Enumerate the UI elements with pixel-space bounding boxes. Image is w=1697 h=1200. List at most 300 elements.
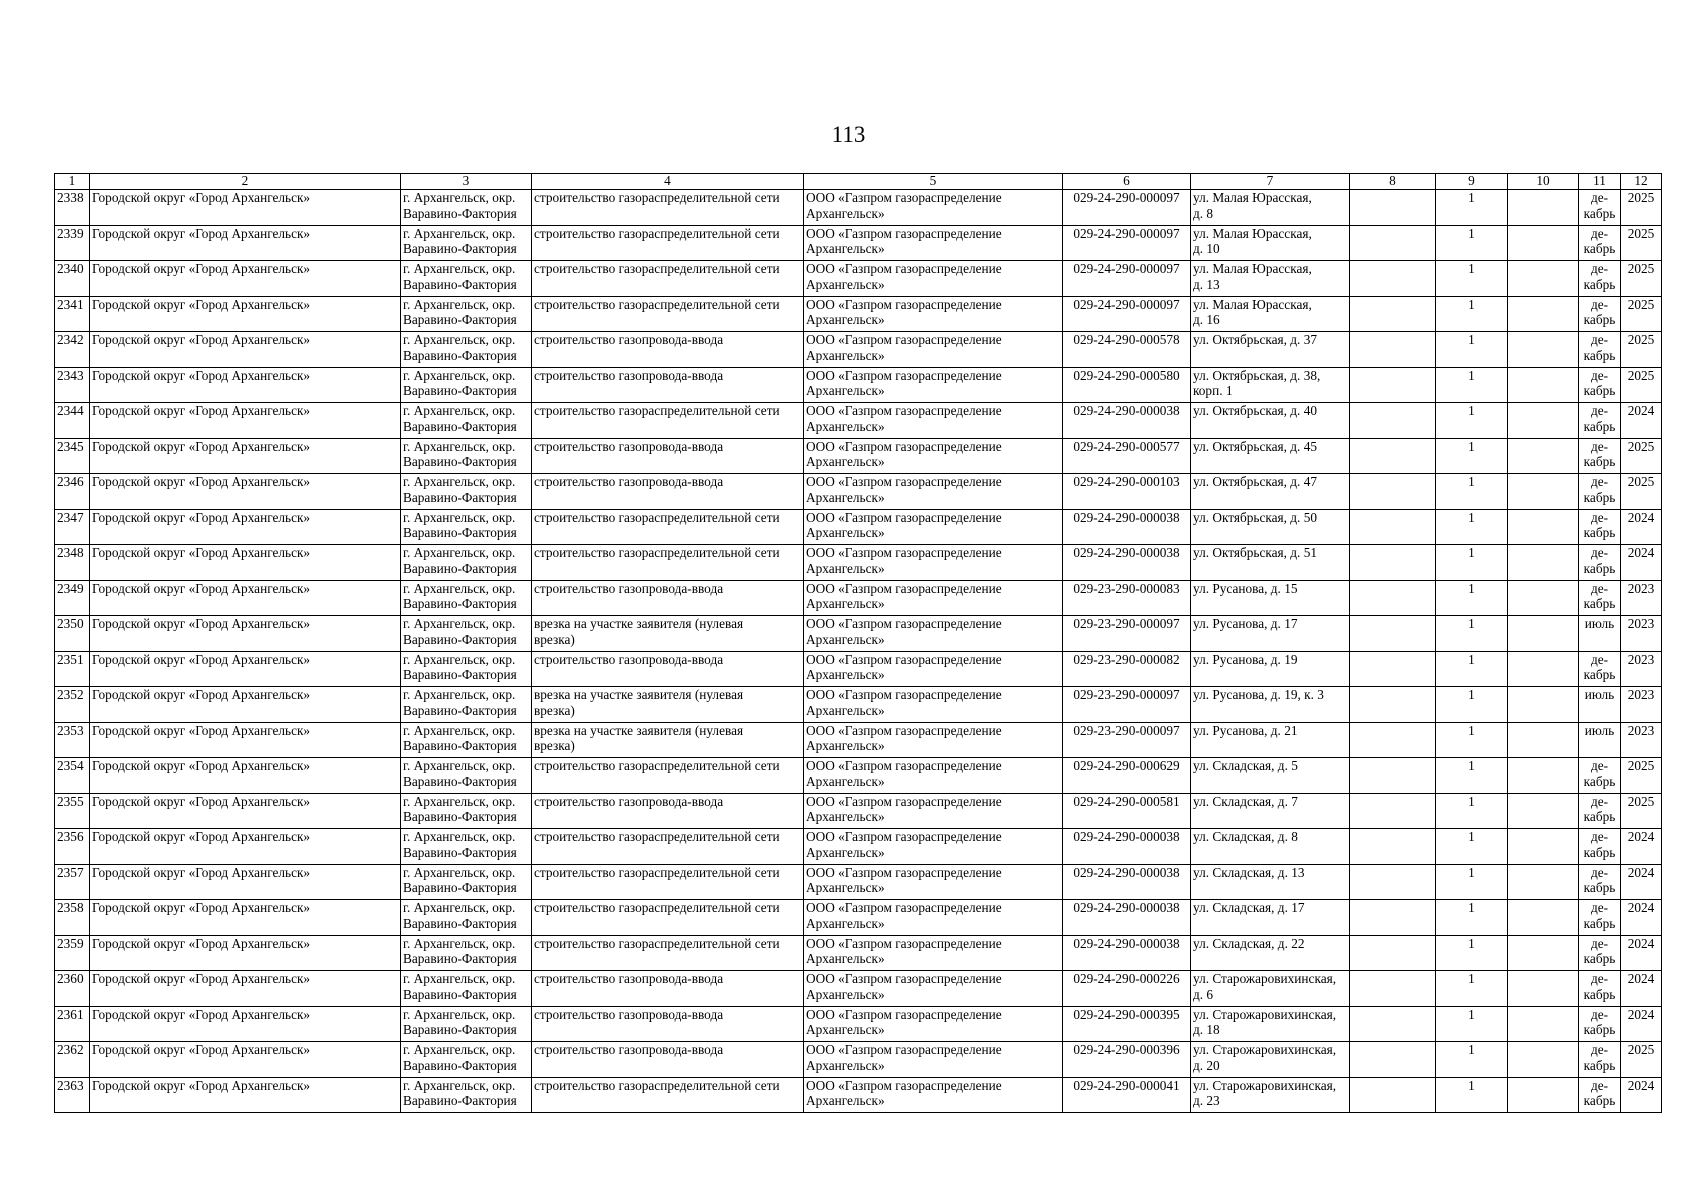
column-8-cell	[1350, 225, 1436, 261]
operator-cell	[804, 935, 1063, 971]
table-row	[55, 367, 1662, 403]
locality-cell	[401, 474, 532, 510]
operator-cell-line: ООО «Газпром газораспределение	[806, 722, 1002, 738]
count-cell: 1	[1436, 545, 1508, 581]
operator-cell-line: Архангельск»	[806, 844, 885, 860]
object-code-cell: 029-24-290-000038	[1063, 900, 1191, 936]
count-cell: 1	[1436, 580, 1508, 616]
month-cell	[1579, 367, 1621, 403]
locality-cell	[401, 438, 532, 474]
table-row	[55, 651, 1662, 687]
locality-cell-line: Варавино-Фактория	[403, 205, 517, 221]
month-cell-line: де-	[1590, 509, 1609, 525]
count-cell: 1	[1436, 651, 1508, 687]
month-cell	[1579, 900, 1621, 936]
column-header: 2	[90, 174, 401, 190]
address-cell-line: д. 18	[1193, 1022, 1220, 1037]
operator-cell-line: Архангельск»	[806, 560, 885, 576]
operator-cell-line: ООО «Газпром газораспределение	[806, 651, 1002, 667]
locality-cell	[401, 190, 532, 226]
work-type-cell-line: строительство газопровода-ввода	[534, 367, 724, 383]
locality-cell-line: г. Архангельск, окр.	[403, 296, 516, 312]
month-cell-line: де-	[1590, 367, 1609, 383]
table-row	[55, 225, 1662, 261]
address-cell	[1191, 545, 1350, 581]
operator-cell	[804, 758, 1063, 794]
operator-cell-line: ООО «Газпром газораспределение	[806, 403, 1002, 418]
operator-cell-line: ООО «Газпром газораспределение	[806, 296, 1002, 312]
locality-cell	[401, 864, 532, 900]
row-number-cell: 2361	[55, 1006, 90, 1042]
count-cell: 1	[1436, 722, 1508, 758]
work-type-cell-line: строительство газопровода-ввода	[534, 1042, 724, 1057]
operator-cell	[804, 261, 1063, 297]
month-cell-line: де-	[1590, 332, 1609, 347]
locality-cell-line: г. Архангельск, окр.	[403, 509, 516, 525]
address-cell-line: ул. Октябрьская, д. 37	[1193, 332, 1318, 347]
work-type-cell	[532, 793, 804, 829]
column-8-cell	[1350, 474, 1436, 510]
table-row	[55, 509, 1662, 545]
count-cell: 1	[1436, 616, 1508, 652]
column-10-cell	[1508, 474, 1579, 510]
object-code-cell: 029-23-290-000097	[1063, 687, 1191, 723]
locality-cell-line: г. Архангельск, окр.	[403, 261, 516, 276]
locality-cell	[401, 900, 532, 936]
operator-cell-line: ООО «Газпром газораспределение	[806, 900, 1002, 915]
locality-cell	[401, 296, 532, 332]
year-cell: 2023	[1621, 580, 1662, 616]
column-8-cell	[1350, 438, 1436, 474]
locality-cell-line: г. Архангельск, окр.	[403, 190, 516, 205]
month-cell-line: кабрь	[1583, 525, 1616, 540]
operator-cell	[804, 509, 1063, 545]
column-10-cell	[1508, 616, 1579, 652]
object-code-cell: 029-24-290-000577	[1063, 438, 1191, 474]
address-cell-line: корп. 1	[1193, 383, 1233, 398]
work-type-cell-line: строительство газопровода-ввода	[534, 332, 724, 347]
month-cell-line: кабрь	[1583, 347, 1616, 363]
work-type-cell	[532, 1042, 804, 1078]
address-cell	[1191, 474, 1350, 510]
work-type-cell-line: строительство газораспределительной сети	[534, 1077, 780, 1093]
object-code-cell: 029-24-290-000038	[1063, 509, 1191, 545]
month-cell-line: де-	[1590, 190, 1609, 205]
work-type-cell	[532, 722, 804, 758]
year-cell: 2024	[1621, 935, 1662, 971]
address-cell-line: ул. Складская, д. 17	[1193, 900, 1305, 915]
row-number-cell: 2346	[55, 474, 90, 510]
locality-cell	[401, 580, 532, 616]
month-cell-line: де-	[1590, 829, 1609, 844]
address-cell	[1191, 829, 1350, 865]
municipality-cell: Городской округ «Город Архангельск»	[90, 225, 401, 261]
locality-cell-line: г. Архангельск, окр.	[403, 758, 516, 773]
month-cell-line: кабрь	[1583, 1057, 1616, 1073]
address-cell-line: д. 8	[1193, 205, 1214, 221]
work-type-cell-line: врезка)	[534, 702, 575, 718]
locality-cell-line: Варавино-Фактория	[403, 1057, 517, 1073]
address-cell-line: ул. Октябрьская, д. 45	[1193, 438, 1318, 454]
month-cell-line: де-	[1590, 580, 1609, 596]
month-cell-line: де-	[1590, 438, 1609, 454]
object-code-cell: 029-24-290-000038	[1063, 545, 1191, 581]
locality-cell-line: Варавино-Фактория	[403, 312, 517, 327]
column-8-cell	[1350, 651, 1436, 687]
month-cell-line: кабрь	[1583, 454, 1616, 469]
month-cell-line: кабрь	[1583, 596, 1616, 611]
operator-cell	[804, 580, 1063, 616]
column-8-cell	[1350, 1042, 1436, 1078]
locality-cell	[401, 651, 532, 687]
year-cell: 2023	[1621, 687, 1662, 723]
address-cell-line: ул. Октябрьская, д. 38,	[1193, 367, 1321, 383]
operator-cell-line: ООО «Газпром газораспределение	[806, 935, 1002, 951]
address-cell-line: ул. Складская, д. 22	[1193, 935, 1305, 951]
locality-cell-line: Варавино-Фактория	[403, 951, 517, 966]
column-10-cell	[1508, 651, 1579, 687]
year-cell: 2024	[1621, 864, 1662, 900]
row-number-cell: 2345	[55, 438, 90, 474]
column-10-cell	[1508, 722, 1579, 758]
month-cell-line: кабрь	[1583, 773, 1616, 789]
locality-cell	[401, 829, 532, 865]
row-number-cell: 2342	[55, 332, 90, 368]
work-type-cell-line: строительство газораспределительной сети	[534, 261, 780, 276]
locality-cell-line: Варавино-Фактория	[403, 986, 517, 1002]
work-type-cell-line: строительство газопровода-ввода	[534, 651, 724, 667]
column-8-cell	[1350, 580, 1436, 616]
address-cell	[1191, 758, 1350, 794]
locality-cell-line: Варавино-Фактория	[403, 383, 517, 398]
locality-cell	[401, 935, 532, 971]
month-cell-line: де-	[1590, 545, 1609, 560]
operator-cell	[804, 332, 1063, 368]
locality-cell-line: г. Архангельск, окр.	[403, 1006, 516, 1022]
operator-cell-line: ООО «Газпром газораспределение	[806, 829, 1002, 844]
locality-cell-line: г. Архангельск, окр.	[403, 900, 516, 915]
month-cell	[1579, 935, 1621, 971]
locality-cell-line: Варавино-Фактория	[403, 418, 517, 434]
month-cell	[1579, 580, 1621, 616]
locality-cell-line: Варавино-Фактория	[403, 844, 517, 860]
month-cell-line: июль	[1584, 722, 1615, 738]
column-header: 7	[1191, 174, 1350, 190]
table-row	[55, 580, 1662, 616]
operator-cell-line: ООО «Газпром газораспределение	[806, 687, 1002, 702]
column-8-cell	[1350, 261, 1436, 297]
operator-cell	[804, 1077, 1063, 1113]
column-header: 11	[1579, 174, 1621, 190]
count-cell: 1	[1436, 864, 1508, 900]
object-code-cell: 029-24-290-000038	[1063, 935, 1191, 971]
locality-cell-line: г. Архангельск, окр.	[403, 722, 516, 738]
page-number: 113	[831, 122, 866, 147]
operator-cell-line: ООО «Газпром газораспределение	[806, 509, 1002, 525]
address-cell-line: ул. Октябрьская, д. 47	[1193, 474, 1318, 489]
locality-cell-line: Варавино-Фактория	[403, 915, 517, 931]
month-cell	[1579, 403, 1621, 439]
table-row	[55, 758, 1662, 794]
row-number-cell: 2348	[55, 545, 90, 581]
locality-cell-line: Варавино-Фактория	[403, 596, 517, 611]
table-row	[55, 438, 1662, 474]
work-type-cell-line: строительство газопровода-ввода	[534, 580, 724, 596]
month-cell-line: кабрь	[1583, 489, 1616, 505]
table-row	[55, 900, 1662, 936]
locality-cell-line: Варавино-Фактория	[403, 489, 517, 505]
work-type-cell	[532, 403, 804, 439]
column-8-cell	[1350, 971, 1436, 1007]
column-10-cell	[1508, 1077, 1579, 1113]
work-type-cell-line: врезка на участке заявителя (нулевая	[534, 616, 744, 631]
month-cell-line: де-	[1590, 225, 1609, 241]
operator-cell	[804, 367, 1063, 403]
address-cell-line: ул. Октябрьская, д. 51	[1193, 545, 1318, 560]
month-cell-line: кабрь	[1583, 1093, 1616, 1108]
table-row	[55, 545, 1662, 581]
address-cell	[1191, 509, 1350, 545]
address-cell-line: ул. Малая Юрасская,	[1193, 225, 1312, 241]
month-cell-line: июль	[1584, 687, 1615, 702]
column-10-cell	[1508, 864, 1579, 900]
month-cell-line: кабрь	[1583, 205, 1616, 221]
work-type-cell	[532, 296, 804, 332]
row-number-cell: 2352	[55, 687, 90, 723]
object-code-cell: 029-24-290-000103	[1063, 474, 1191, 510]
count-cell: 1	[1436, 687, 1508, 723]
column-8-cell	[1350, 1077, 1436, 1113]
column-8-cell	[1350, 367, 1436, 403]
locality-cell-line: Варавино-Фактория	[403, 880, 517, 895]
month-cell	[1579, 261, 1621, 297]
year-cell: 2023	[1621, 651, 1662, 687]
year-cell: 2025	[1621, 296, 1662, 332]
locality-cell	[401, 403, 532, 439]
locality-cell-line: Варавино-Фактория	[403, 809, 517, 824]
operator-cell-line: Архангельск»	[806, 986, 885, 1002]
operator-cell-line: Архангельск»	[806, 1022, 885, 1037]
address-cell	[1191, 1042, 1350, 1078]
object-code-cell: 029-24-290-000395	[1063, 1006, 1191, 1042]
row-number-cell: 2351	[55, 651, 90, 687]
address-cell-line: ул. Русанова, д. 21	[1193, 722, 1298, 738]
operator-cell-line: Архангельск»	[806, 809, 885, 824]
operator-cell	[804, 616, 1063, 652]
operator-cell-line: ООО «Газпром газораспределение	[806, 261, 1002, 276]
locality-cell-line: Варавино-Фактория	[403, 1093, 517, 1108]
table-row	[55, 296, 1662, 332]
month-cell	[1579, 687, 1621, 723]
locality-cell-line: г. Архангельск, окр.	[403, 651, 516, 667]
address-cell-line: д. 13	[1193, 276, 1220, 292]
address-cell	[1191, 261, 1350, 297]
operator-cell-line: ООО «Газпром газораспределение	[806, 438, 1002, 454]
count-cell: 1	[1436, 793, 1508, 829]
month-cell	[1579, 651, 1621, 687]
row-number-cell: 2338	[55, 190, 90, 226]
column-8-cell	[1350, 616, 1436, 652]
operator-cell	[804, 403, 1063, 439]
work-type-cell-line: строительство газопровода-ввода	[534, 1006, 724, 1022]
address-cell	[1191, 651, 1350, 687]
operator-cell-line: Архангельск»	[806, 631, 885, 647]
row-number-cell: 2350	[55, 616, 90, 652]
table-row	[55, 722, 1662, 758]
work-type-cell	[532, 687, 804, 723]
municipality-cell: Городской округ «Город Архангельск»	[90, 438, 401, 474]
column-8-cell	[1350, 545, 1436, 581]
locality-cell-line: г. Архангельск, окр.	[403, 367, 516, 383]
address-cell-line: ул. Малая Юрасская,	[1193, 190, 1312, 205]
month-cell	[1579, 616, 1621, 652]
column-8-cell	[1350, 687, 1436, 723]
month-cell-line: де-	[1590, 651, 1609, 667]
address-cell-line: д. 10	[1193, 241, 1220, 256]
column-8-cell	[1350, 296, 1436, 332]
month-cell-line: кабрь	[1583, 951, 1616, 966]
table-row	[55, 1006, 1662, 1042]
count-cell: 1	[1436, 509, 1508, 545]
work-type-cell	[532, 1006, 804, 1042]
object-code-cell: 029-24-290-000629	[1063, 758, 1191, 794]
work-type-cell-line: врезка на участке заявителя (нулевая	[534, 722, 744, 738]
month-cell-line: кабрь	[1583, 241, 1616, 256]
month-cell-line: де-	[1590, 296, 1609, 312]
object-code-cell: 029-23-290-000097	[1063, 616, 1191, 652]
municipality-cell: Городской округ «Город Архангельск»	[90, 296, 401, 332]
municipality-cell: Городской округ «Город Архангельск»	[90, 474, 401, 510]
row-number-cell: 2358	[55, 900, 90, 936]
work-type-cell-line: строительство газопровода-ввода	[534, 971, 724, 986]
count-cell: 1	[1436, 900, 1508, 936]
count-cell: 1	[1436, 474, 1508, 510]
month-cell-line: кабрь	[1583, 560, 1616, 576]
locality-cell-line: г. Архангельск, окр.	[403, 864, 516, 880]
row-number-cell: 2356	[55, 829, 90, 865]
table-row	[55, 1077, 1662, 1113]
column-header: 4	[532, 174, 804, 190]
work-type-cell	[532, 971, 804, 1007]
column-header: 5	[804, 174, 1063, 190]
municipality-cell: Городской округ «Город Архангельск»	[90, 261, 401, 297]
column-8-cell	[1350, 935, 1436, 971]
year-cell: 2025	[1621, 332, 1662, 368]
count-cell: 1	[1436, 332, 1508, 368]
object-code-cell: 029-24-290-000038	[1063, 829, 1191, 865]
column-8-cell	[1350, 829, 1436, 865]
month-cell-line: де-	[1590, 474, 1609, 489]
municipality-cell: Городской округ «Город Архангельск»	[90, 900, 401, 936]
work-type-cell	[532, 225, 804, 261]
address-cell-line: ул. Складская, д. 7	[1193, 793, 1298, 809]
locality-cell-line: Варавино-Фактория	[403, 773, 517, 789]
work-type-cell-line: врезка)	[534, 738, 575, 753]
month-cell	[1579, 829, 1621, 865]
operator-cell-line: Архангельск»	[806, 383, 885, 398]
locality-cell-line: г. Архангельск, окр.	[403, 616, 516, 631]
locality-cell-line: г. Архангельск, окр.	[403, 1042, 516, 1057]
operator-cell	[804, 474, 1063, 510]
row-number-cell: 2343	[55, 367, 90, 403]
year-cell: 2023	[1621, 616, 1662, 652]
row-number-cell: 2349	[55, 580, 90, 616]
work-type-cell-line: врезка)	[534, 631, 575, 647]
operator-cell	[804, 1042, 1063, 1078]
month-cell-line: де-	[1590, 971, 1609, 986]
locality-cell-line: г. Архангельск, окр.	[403, 971, 516, 986]
municipality-cell: Городской округ «Город Архангельск»	[90, 1006, 401, 1042]
municipality-cell: Городской округ «Город Архангельск»	[90, 616, 401, 652]
address-cell	[1191, 296, 1350, 332]
row-number-cell: 2359	[55, 935, 90, 971]
address-cell-line: д. 16	[1193, 312, 1220, 327]
register-table	[54, 173, 1662, 1113]
work-type-cell-line: строительство газораспределительной сети	[534, 829, 780, 844]
column-10-cell	[1508, 971, 1579, 1007]
month-cell	[1579, 509, 1621, 545]
year-cell: 2025	[1621, 438, 1662, 474]
month-cell-line: кабрь	[1583, 418, 1616, 434]
operator-cell	[804, 651, 1063, 687]
address-cell-line: ул. Старожаровихинская,	[1193, 971, 1337, 986]
operator-cell-line: ООО «Газпром газораспределение	[806, 190, 1002, 205]
address-cell-line: ул. Складская, д. 8	[1193, 829, 1298, 844]
count-cell: 1	[1436, 1077, 1508, 1113]
operator-cell	[804, 687, 1063, 723]
operator-cell-line: Архангельск»	[806, 667, 885, 682]
table-row	[55, 332, 1662, 368]
work-type-cell	[532, 438, 804, 474]
municipality-cell: Городской округ «Город Архангельск»	[90, 829, 401, 865]
count-cell: 1	[1436, 438, 1508, 474]
object-code-cell: 029-24-290-000581	[1063, 793, 1191, 829]
municipality-cell: Городской округ «Город Архангельск»	[90, 651, 401, 687]
locality-cell	[401, 332, 532, 368]
column-header: 9	[1436, 174, 1508, 190]
year-cell: 2024	[1621, 829, 1662, 865]
operator-cell-line: ООО «Газпром газораспределение	[806, 367, 1002, 383]
address-cell	[1191, 722, 1350, 758]
year-cell: 2024	[1621, 1077, 1662, 1113]
operator-cell-line: Архангельск»	[806, 1057, 885, 1073]
address-cell-line: ул. Русанова, д. 19, к. 3	[1193, 687, 1324, 702]
year-cell: 2025	[1621, 190, 1662, 226]
count-cell: 1	[1436, 935, 1508, 971]
municipality-cell: Городской округ «Город Архангельск»	[90, 332, 401, 368]
operator-cell-line: Архангельск»	[806, 347, 885, 363]
work-type-cell-line: строительство газораспределительной сети	[534, 403, 780, 418]
table-row	[55, 935, 1662, 971]
month-cell-line: кабрь	[1583, 383, 1616, 398]
address-cell-line: ул. Старожаровихинская,	[1193, 1006, 1337, 1022]
locality-cell	[401, 687, 532, 723]
column-8-cell	[1350, 190, 1436, 226]
row-number-cell: 2353	[55, 722, 90, 758]
municipality-cell: Городской округ «Город Архангельск»	[90, 935, 401, 971]
operator-cell-line: ООО «Газпром газораспределение	[806, 1042, 1002, 1057]
table-row	[55, 261, 1662, 297]
month-cell	[1579, 296, 1621, 332]
address-cell	[1191, 403, 1350, 439]
work-type-cell	[532, 332, 804, 368]
locality-cell	[401, 545, 532, 581]
month-cell-line: кабрь	[1583, 844, 1616, 860]
object-code-cell: 029-24-290-000097	[1063, 190, 1191, 226]
work-type-cell-line: строительство газораспределительной сети	[534, 190, 780, 205]
operator-cell-line: Архангельск»	[806, 951, 885, 966]
month-cell-line: де-	[1590, 1006, 1609, 1022]
